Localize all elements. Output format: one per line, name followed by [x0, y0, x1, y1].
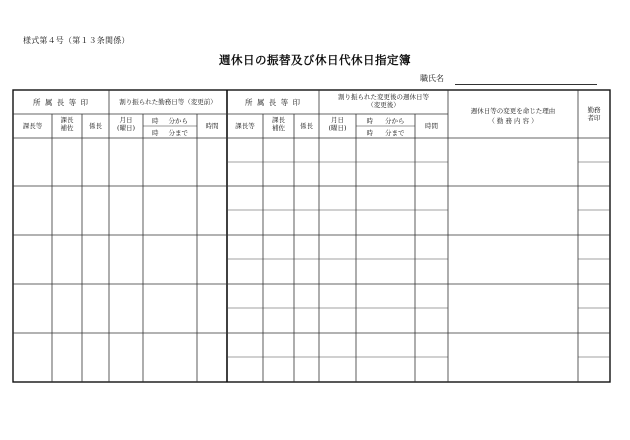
right-assigned-line1: 割り振られた変更後の週休日等 [338, 93, 429, 101]
worker-seal-header [578, 106, 610, 122]
left-date-line2: (曜日) [116, 124, 136, 133]
left-from-hour: 時 [152, 117, 159, 125]
worker-seal-line1: 勤務 [587, 106, 601, 114]
left-to-hour: 時 [152, 129, 159, 137]
right-hours-header: 時間 [425, 122, 438, 130]
right-date-header [319, 116, 356, 132]
left-hours-header: 時間 [205, 122, 219, 130]
right-date-line1: 月日 [331, 116, 344, 124]
form-number: 様式第４号（第１３条関係） [23, 36, 130, 45]
left-assigned-header: 割り振られた勤務日等（変更前） [119, 98, 217, 106]
left-seal-kacho: 課長等 [22, 122, 43, 130]
right-date-line2: (曜日) [328, 124, 347, 133]
left-to-min: 分まで [168, 129, 188, 137]
right-from-header [356, 117, 415, 125]
left-date-header [109, 116, 143, 132]
right-from-min: 分から [385, 117, 405, 125]
reason-header [448, 106, 578, 127]
left-from-header [143, 117, 197, 125]
reason-line1: 週休日等の変更を命じた理由 [470, 107, 556, 115]
name-label: 職氏名 [420, 74, 444, 83]
right-seal-kakari: 係長 [300, 122, 313, 130]
left-seal-hosa-line1: 課長 [60, 116, 74, 124]
right-to-min: 分まで [385, 129, 405, 137]
left-from-min: 分から [168, 117, 188, 125]
right-assigned-line2: （変更後） [367, 101, 400, 110]
table-outer-border [13, 90, 610, 382]
right-assigned-header [319, 93, 448, 109]
right-from-hour: 時 [366, 117, 373, 125]
right-to-hour: 時 [366, 129, 373, 137]
right-seal-hosa [263, 116, 294, 132]
left-to-header [143, 129, 197, 137]
right-seal-group-header: 所 属 長 等 印 [244, 98, 302, 107]
worker-seal-line2: 者印 [587, 114, 601, 123]
left-seal-hosa-line2: 補佐 [60, 124, 74, 133]
reason-line2: （ 勤 務 内 容 ） [488, 117, 538, 126]
right-to-header [356, 129, 415, 137]
right-seal-kacho: 課長等 [235, 122, 255, 130]
page-title: 週休日の振替及び休日代休日指定簿 [219, 53, 411, 67]
right-seal-hosa-line2: 補佐 [272, 124, 285, 133]
right-seal-hosa-line1: 課長 [272, 116, 285, 124]
left-date-line1: 月日 [119, 116, 133, 124]
left-seal-hosa [52, 116, 82, 132]
left-seal-kakari: 係長 [89, 122, 102, 130]
left-seal-group-header: 所 属 長 等 印 [32, 98, 90, 107]
